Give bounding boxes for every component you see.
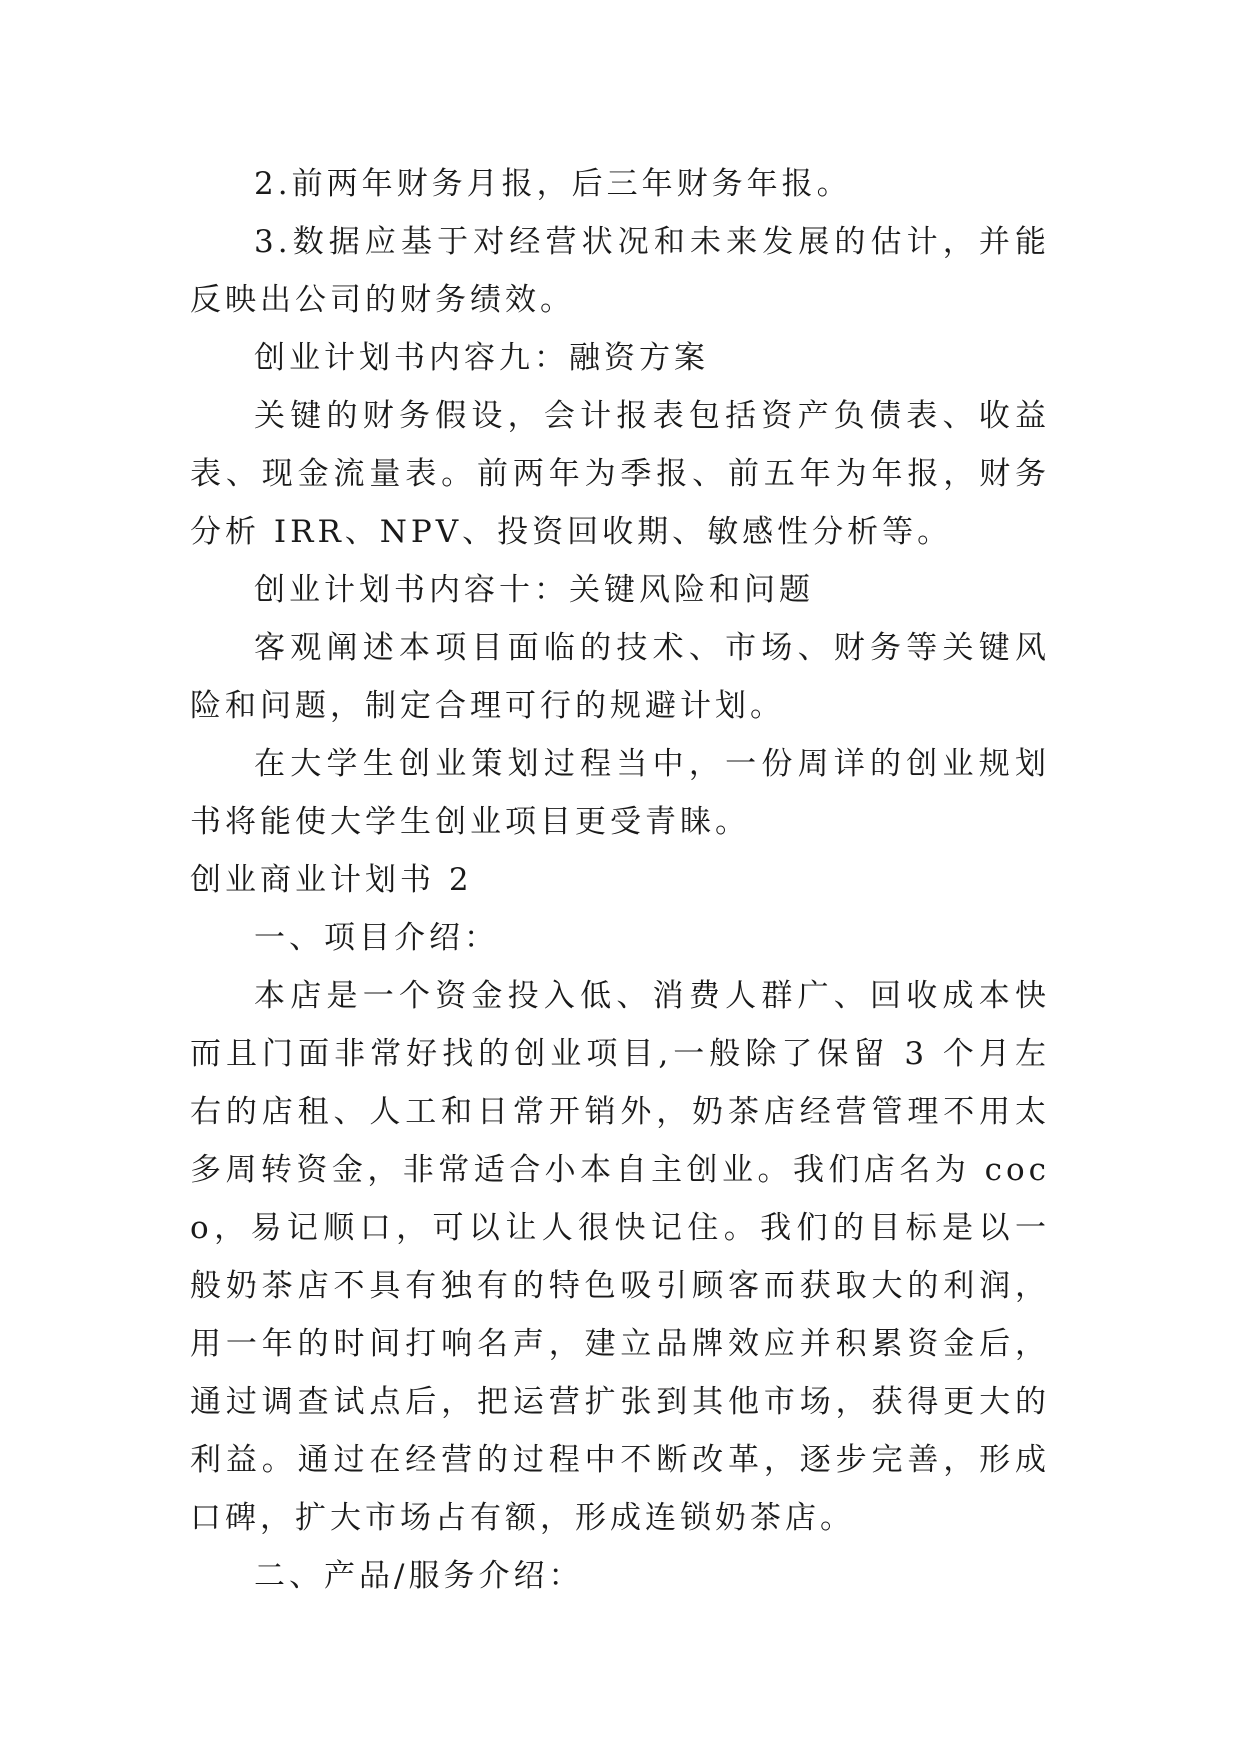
paragraph-plan-importance: 在大学生创业策划过程当中，一份周详的创业规划书将能使大学生创业项目更受青睐。 [190,746,1050,840]
heading-project-intro: 一、项目介绍： [254,920,499,956]
heading-product-service: 二、产品/服务介绍： [254,1558,584,1594]
paragraph-financial-reports: 2.前两年财务月报，后三年财务年报。 [254,166,852,202]
paragraph-risk-description: 客观阐述本项目面临的技术、市场、财务等关键风险和问题，制定合理可行的规避计划。 [190,630,1050,724]
paragraph-data-basis: 3.数据应基于对经营状况和未来发展的估计，并能反映出公司的财务绩效。 [190,224,1050,318]
paragraph-project-intro: 本店是一个资金投入低、消费人群广、回收成本快而且门面非常好找的创业项目,一般除了保留 3 个月左右的店租、人工和日常开销外，奶茶店经营管理不用太多周转资金，非常适合小本自主创业。我们店名为 coco，易记顺口，可以让人很快记住。我们的目标是以一般奶茶店不具有独有的特色吸引顾客而获取大的利润，用一年的时间打响名声，建立品牌效应并积累资金后，通过调查试点后，把运营扩张到其他市场，获得更大的利益。通过在经营的过程中不断改革，逐步完善，形成口碑，扩大市场占有额，形成连锁奶茶店。 [190,978,1050,1536]
heading-key-risks: 创业计划书内容十：关键风险和问题 [254,572,814,608]
document-body [190,155,1050,1605]
section-title: 创业商业计划书 2 [190,862,473,898]
paragraph-financial-assumptions: 关键的财务假设，会计报表包括资产负债表、收益表、现金流量表。前两年为季报、前五年为年报，财务分析 IRR、NPV、投资回收期、敏感性分析等。 [190,398,1050,550]
heading-financing-plan: 创业计划书内容九：融资方案 [254,340,709,376]
